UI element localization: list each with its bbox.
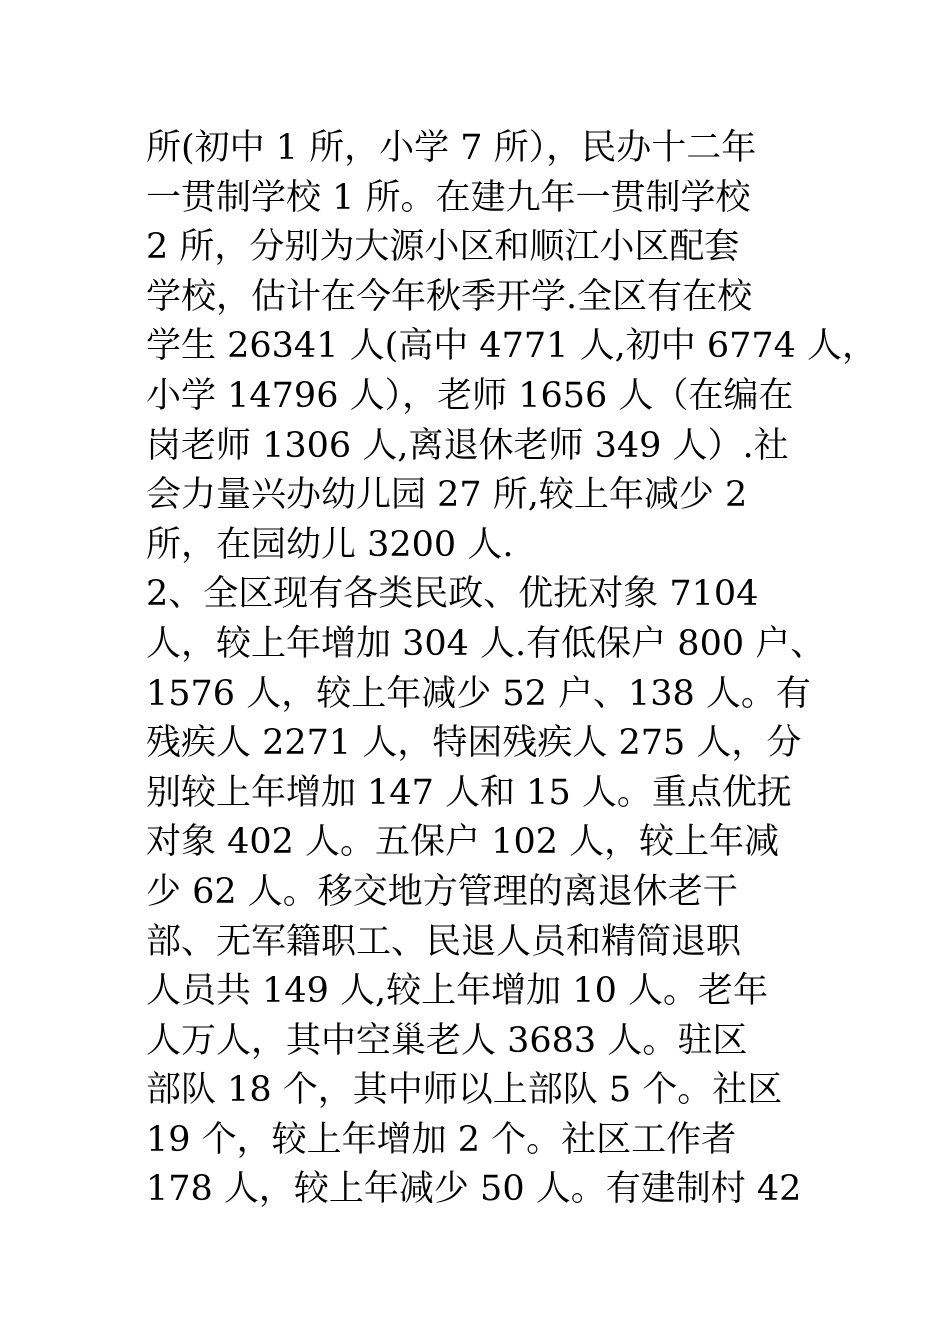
text-line: 2 所，分别为大源小区和顺江小区配套	[146, 227, 740, 268]
text-line: 人员共 149 人,较上年增加 10 人。老年	[146, 971, 768, 1012]
text-line: 对象 402 人。五保户 102 人，较上年减	[146, 822, 780, 863]
text-line: 部队 18 个，其中师以上部队 5 个。社区	[146, 1070, 783, 1111]
text-line: 所，在园幼儿 3200 人.	[146, 524, 514, 565]
text-line: 1576 人，较上年减少 52 户、138 人。有	[146, 673, 811, 714]
text-line: 19 个，较上年增加 2 个。社区工作者	[146, 1119, 737, 1160]
text-line: 小学 14796 人），老师 1656 人（在编在	[146, 375, 794, 416]
text-line: 学校，估计在今年秋季开学.全区有在校	[146, 276, 753, 317]
body-text	[146, 124, 878, 1215]
text-line: 人万人，其中空巢老人 3683 人。驻区	[146, 1020, 748, 1061]
text-line: 别较上年增加 147 人和 15 人。重点优抚	[146, 772, 792, 813]
text-line: 一贯制学校 1 所。在建九年一贯制学校	[146, 177, 751, 218]
text-line: 会力量兴办幼儿园 27 所,较上年减少 2	[146, 475, 748, 516]
text-line: 178 人，较上年减少 50 人。有建制村 42	[146, 1169, 802, 1210]
text-line: 人，较上年增加 304 人.有低保户 800 户、	[146, 623, 826, 664]
text-line: 部、无军籍职工、民退人员和精简退职	[146, 921, 742, 962]
text-line: 所(初中 1 所，小学 7 所），民办十二年	[146, 128, 757, 168]
text-line: 岗老师 1306 人,离退休老师 349 人）.社	[146, 425, 789, 466]
text-line: 学生 26341 人(高中 4771 人,初中 6774 人，	[146, 326, 878, 367]
text-line: 2、全区现有各类民政、优抚对象 7104	[146, 574, 759, 615]
text-line: 残疾人 2271 人，特困残疾人 275 人，分	[146, 723, 802, 764]
text-line: 少 62 人。移交地方管理的离退休老干	[146, 871, 738, 912]
